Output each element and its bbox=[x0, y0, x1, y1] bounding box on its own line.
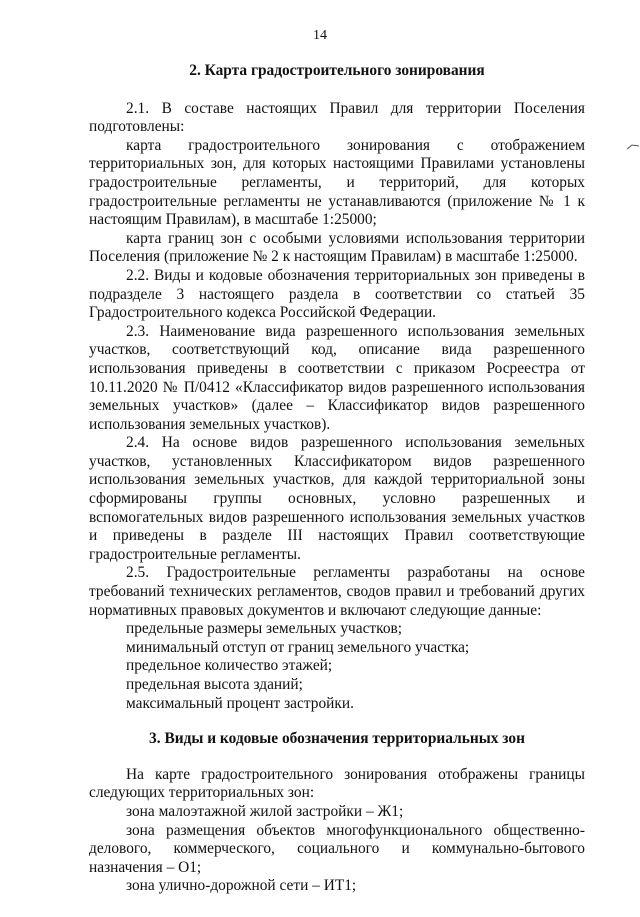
section-2-heading: 2. Карта градостроительного зонирования bbox=[189, 62, 485, 79]
list-item: предельная высота зданий; bbox=[126, 676, 303, 693]
list-item: максимальный процент застройки. bbox=[126, 694, 354, 712]
document-body bbox=[89, 62, 585, 896]
paragraph-2-3: 2.3. Наименование вида разрешенного использования земельных участков, соответствующий код, описание вида разрешенного использования приведены в соответствии с приказом Росреестра от 10.11.2020 № П/0412 «Классификатор видов разрешенного использования земельных участков» (далее – Классификатор видов разрешенного использования земельных участков). bbox=[89, 322, 585, 433]
zone-item: зона улично-дорожной сети – ИТ1; bbox=[126, 877, 357, 895]
paragraph-2-1-a: карта градостроительного зонирования с отображением территориальных зон, для которых настоящими Правилами установлены градостроительные регламенты, и территорий, для которых градостроительные регламенты не устанавливаются (приложение № 1 к настоящим Правилам), в масштабе 1:25000; bbox=[89, 136, 585, 229]
list-item: предельное количество этажей; bbox=[126, 657, 333, 675]
page-number: 14 bbox=[313, 28, 327, 43]
zone-item: зона малоэтажной жилой застройки – Ж1; bbox=[126, 802, 404, 820]
paragraph-2-4: 2.4. На основе видов разрешенного использования земельных участков, установленных Классификатором видов разрешенного использования земельных участков, для каждой территориальной зоны сформированы группы основных, условно разрешенных и вспомогательных видов разрешенного использования земельных участков и приведены в разделе III настоящих Правил соответствующие градостроительные регламенты. bbox=[89, 434, 585, 563]
paragraph-2-5: 2.5. Градостроительные регламенты разработаны на основе требований технических регламентов, сводов правил и требований других нормативных правовых документов и включают следующие данные: bbox=[89, 564, 585, 619]
list-item: предельные размеры земельных участков; bbox=[126, 620, 403, 638]
scan-mark-icon bbox=[626, 143, 640, 151]
paragraph-2-1-b: карта границ зон с особыми условиями использования территории Поселения (приложение № 2 к настоящим Правилам) в масштабе 1:25000. bbox=[89, 229, 585, 266]
list-item: минимальный отступ от границ земельного участка; bbox=[126, 638, 470, 656]
paragraph-3-intro: На карте градостроительного зонирования отображены границы следующих территориальных зон: bbox=[89, 765, 585, 802]
paragraph-2-2: 2.2. Виды и кодовые обозначения территориальных зон приведены в подразделе 3 настоящего раздела в соответствии со статьей 35 Градостроительного кодекса Российской Федерации. bbox=[89, 266, 585, 322]
zone-item: зона размещения объектов многофункционального общественно-делового, коммерческого, социального и коммунально-бытового назначения – О1; bbox=[89, 821, 585, 876]
section-3-heading: 3. Виды и кодовые обозначения территориальных зон bbox=[149, 730, 525, 748]
paragraph-2-1: 2.1. В составе настоящих Правил для территории Поселения подготовлены: bbox=[89, 99, 585, 136]
